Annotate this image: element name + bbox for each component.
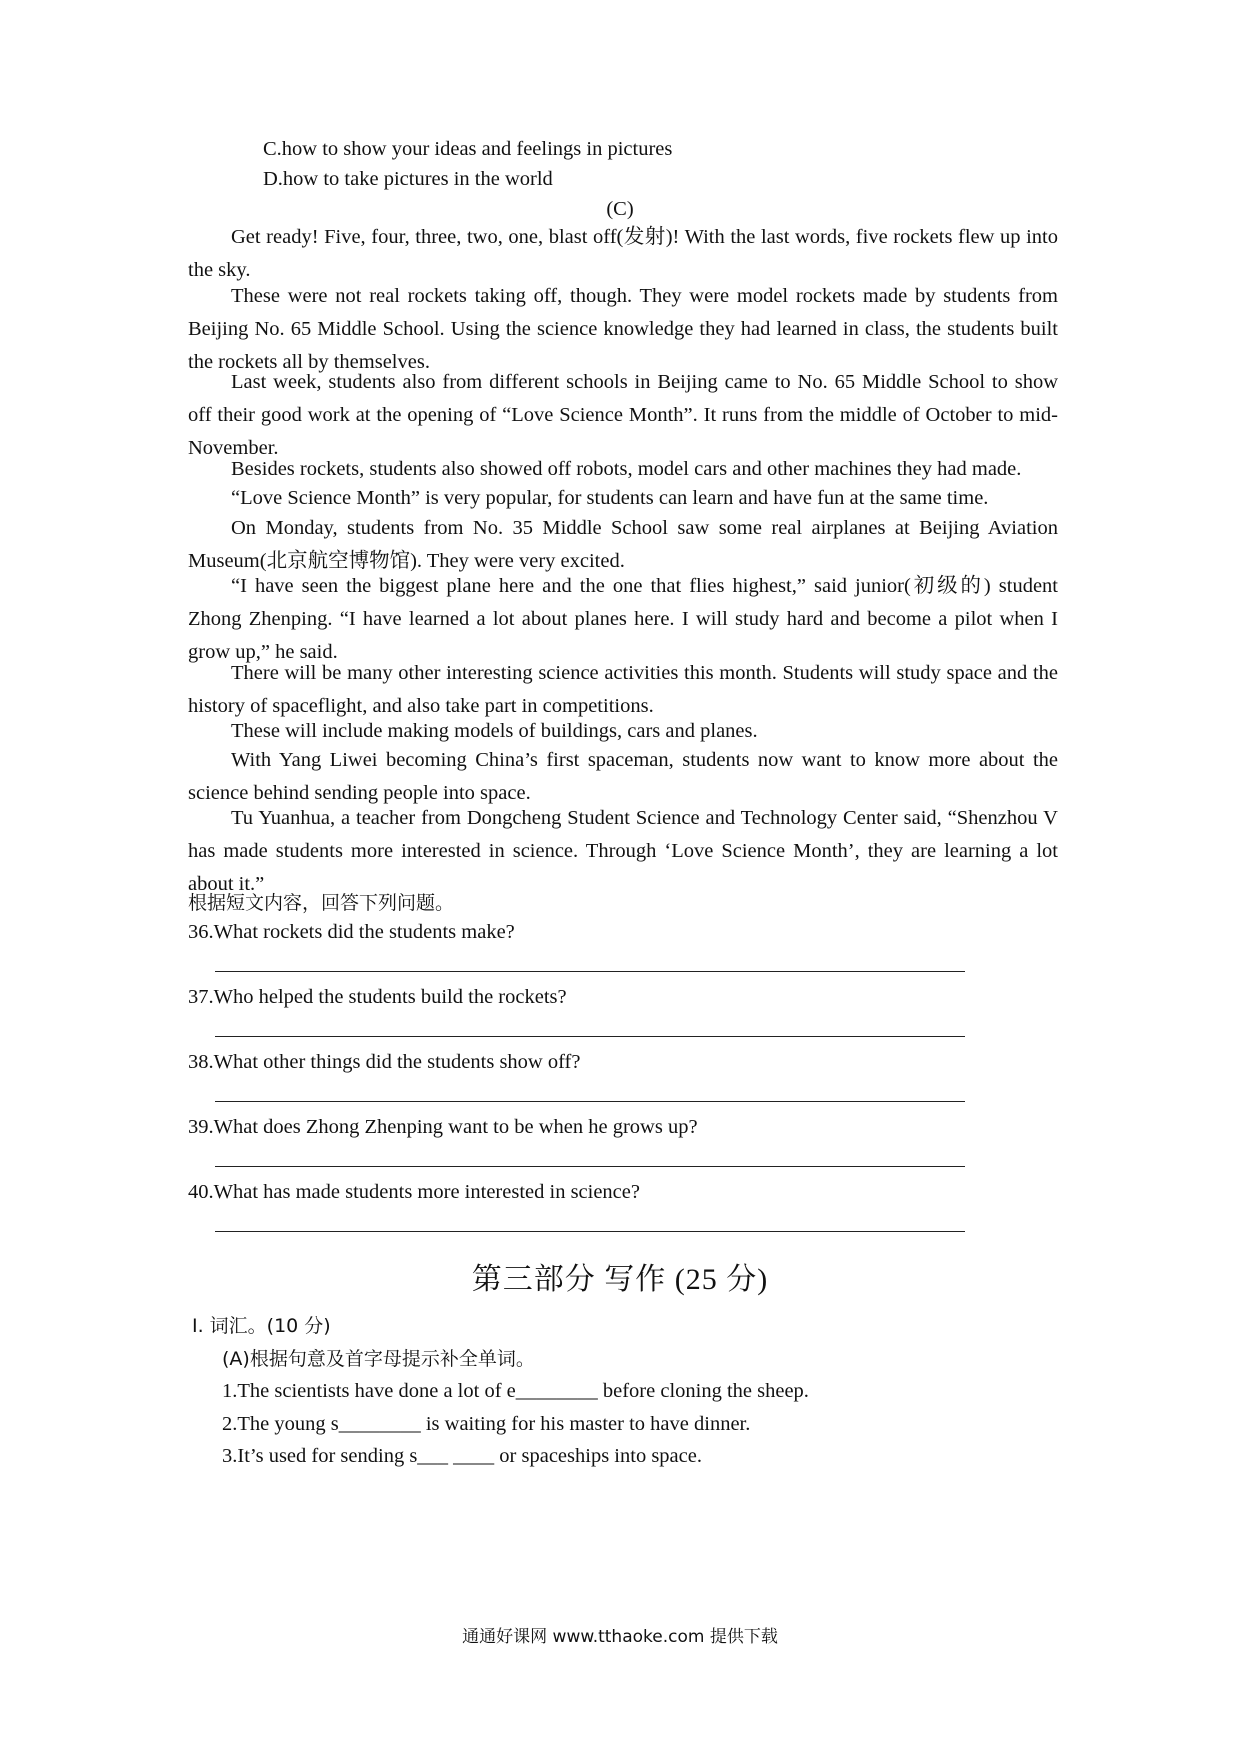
vocab-item-2: 2.The young s________ is waiting for his master to have dinner.	[222, 1413, 751, 1435]
paragraph-8: There will be many other interesting science activities this month. Students will study space and the history of spaceflight, and also take part in competitions.	[188, 662, 1058, 717]
section-heading: 第三部分 写作 (25 分)	[471, 1263, 769, 1296]
paragraph-10: With Yang Liwei becoming China’s first spaceman, students now want to know more about the science behind sending people into space.	[188, 749, 1058, 804]
vocab-item-1: 1.The scientists have done a lot of e________ before cloning the sheep.	[222, 1380, 809, 1402]
paragraph-9: These will include making models of buildings, cars and planes.	[231, 720, 758, 742]
paragraph-3: Last week, students also from different schools in Beijing came to No. 65 Middle School to show off their good work at the opening of “Love Science Month”. It runs from the middle of October to mid-November.	[188, 371, 1058, 459]
questions-instruction: 根据短文内容，回答下列问题。	[188, 892, 455, 914]
answer-line-36[interactable]	[215, 971, 965, 972]
vocab-item-3: 3.It’s used for sending s___ ____ or spaceships into space.	[222, 1445, 702, 1467]
paragraph-7: “I have seen the biggest plane here and the one that flies highest,” said junior(初级的) student Zhong Zhenping. “I have learned a lot about planes here. I will study hard and become a pilot when I grow up,” he said.	[188, 575, 1058, 663]
question-39: 39.What does Zhong Zhenping want to be when he grows up?	[188, 1116, 698, 1138]
answer-line-40[interactable]	[215, 1231, 965, 1232]
paragraph-4: Besides rockets, students also showed off robots, model cars and other machines they had made.	[231, 458, 1022, 480]
footer-watermark: 通通好课网 www.tthaoke.com 提供下载	[462, 1627, 778, 1647]
paragraph-1: Get ready! Five, four, three, two, one, blast off(发射)! With the last words, five rockets flew up into the sky.	[188, 226, 1058, 281]
answer-line-39[interactable]	[215, 1166, 965, 1167]
answer-line-38[interactable]	[215, 1101, 965, 1102]
paragraph-2: These were not real rockets taking off, though. They were model rockets made by students from Beijing No. 65 Middle School. Using the science knowledge they had learned in class, the students built the rockets all by themselves.	[188, 285, 1058, 373]
option-c: C.how to show your ideas and feelings in pictures	[263, 138, 673, 160]
passage-label: (C)	[606, 198, 634, 220]
question-38: 38.What other things did the students show off?	[188, 1051, 581, 1073]
question-37: 37.Who helped the students build the rockets?	[188, 986, 567, 1008]
answer-line-37[interactable]	[215, 1036, 965, 1037]
vocab-subsection-a: (A)根据句意及首字母提示补全单词。	[222, 1348, 535, 1370]
question-36: 36.What rockets did the students make?	[188, 921, 515, 943]
option-d: D.how to take pictures in the world	[263, 168, 553, 190]
paragraph-11: Tu Yuanhua, a teacher from Dongcheng Student Science and Technology Center said, “Shenzhou V has made students more interested in science. Through ‘Love Science Month’, they are learning a lot about it.”	[188, 807, 1058, 895]
paragraph-6: On Monday, students from No. 35 Middle School saw some real airplanes at Beijing Aviation Museum(北京航空博物馆). They were very excited.	[188, 517, 1058, 572]
question-40: 40.What has made students more interested in science?	[188, 1181, 640, 1203]
vocab-title: Ⅰ. 词汇。(10 分)	[192, 1315, 331, 1337]
paragraph-5: “Love Science Month” is very popular, for students can learn and have fun at the same time.	[231, 487, 989, 509]
